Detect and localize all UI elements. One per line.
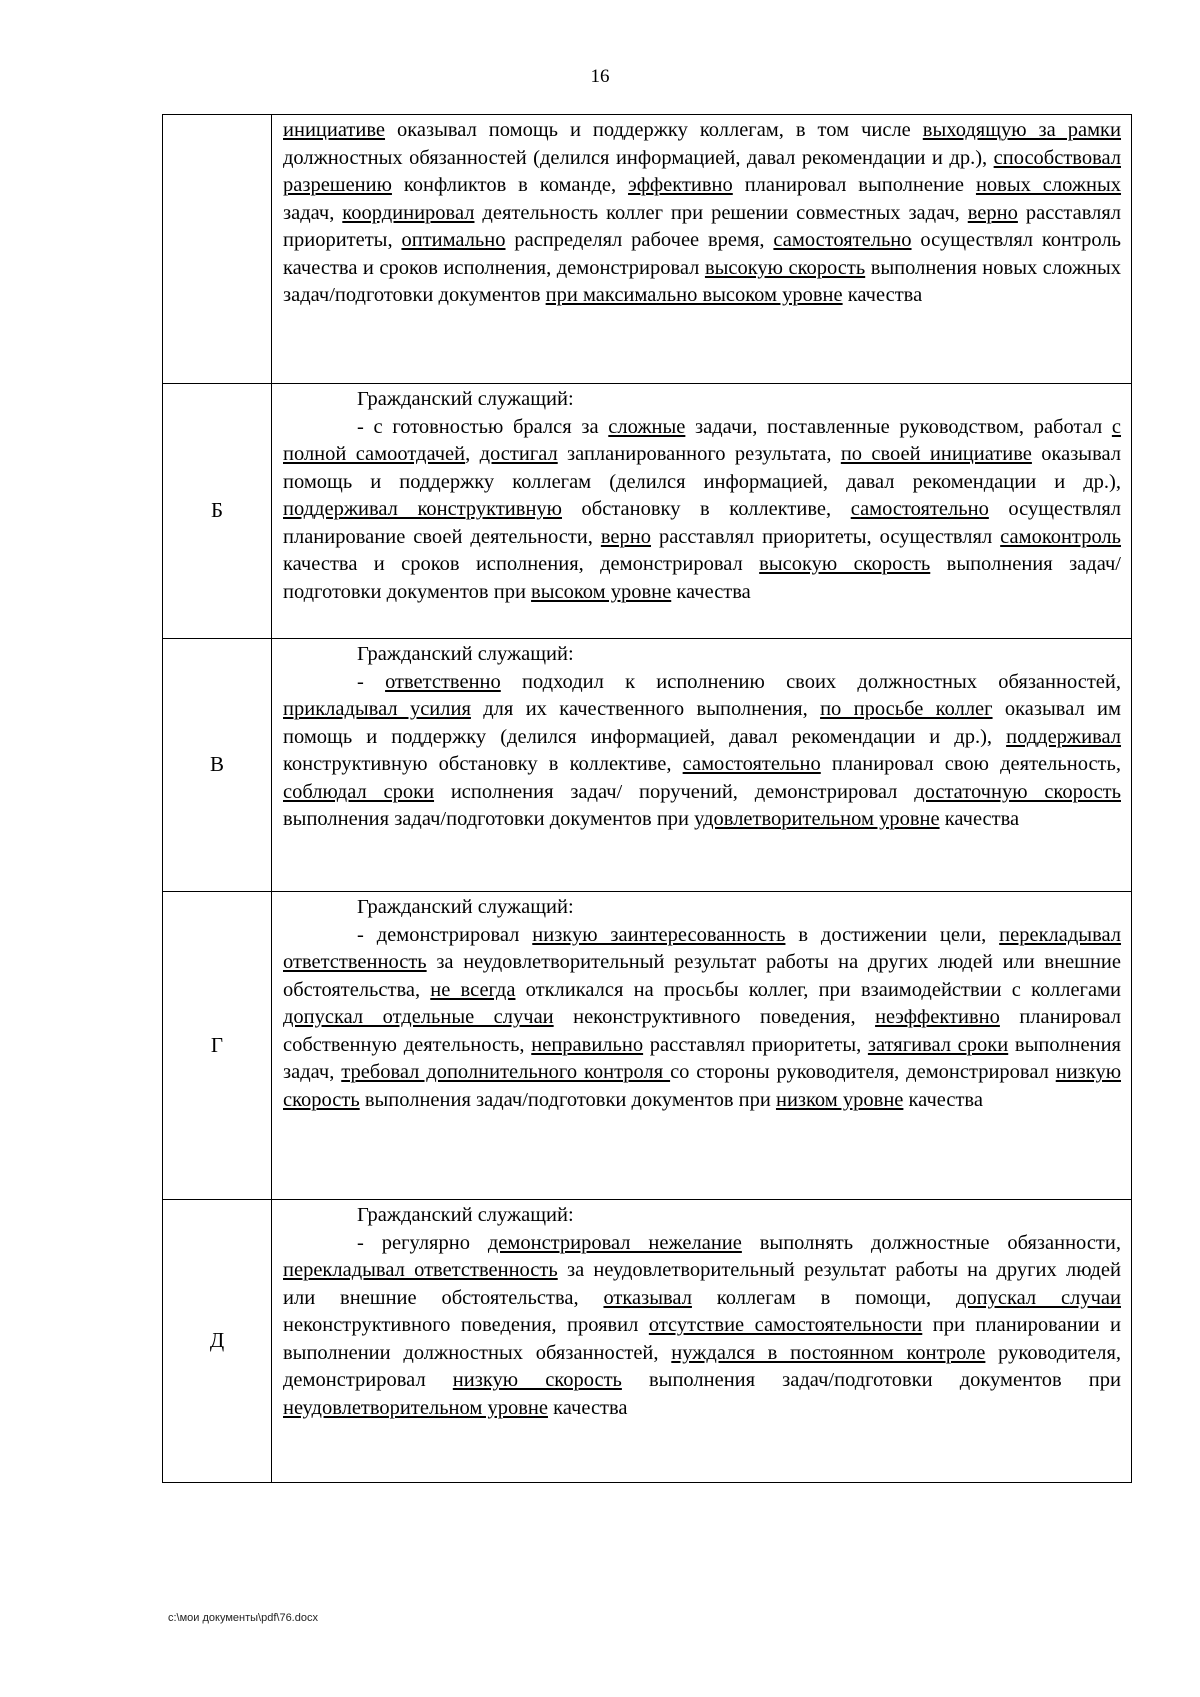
description-cell — [272, 1200, 1132, 1483]
underlined-phrase: самостоятельно — [682, 753, 821, 775]
underlined-phrase: высоком уровне — [531, 580, 672, 603]
underlined-phrase: низкую скорость — [452, 1369, 622, 1391]
grade-cell: Д — [163, 1200, 272, 1483]
text-run: при планировании и выполнении должностных обязанностей, — [283, 1314, 1122, 1364]
grade-cell: Б — [163, 384, 272, 639]
text-run: осуществлял контроль качества и сроков исполнения, демонстрировал — [283, 229, 1121, 279]
text-run: неконструктивного поведения, — [553, 1006, 876, 1028]
text-run: для их качественного выполнения, — [470, 698, 821, 720]
underlined-phrase: достигал — [479, 443, 558, 465]
table-row — [163, 892, 1132, 1200]
text-run: подходил к исполнению своих должностных обязанностей, — [500, 670, 1121, 693]
text-run: выполнять должностные обязанности, — [741, 1231, 1121, 1254]
underlined-phrase: самостоятельно — [850, 498, 989, 520]
text-run: выполнения новых сложных задач/подготовки документов — [283, 256, 1121, 306]
text-run: задач, — [283, 201, 343, 224]
underlined-phrase: отказывал — [603, 1286, 692, 1309]
description-cell — [272, 639, 1132, 892]
underlined-phrase: поддерживал конструктивную — [283, 498, 562, 520]
text-run: за неудовлетворительный результат работы на других людей или внешние обстоятельства, — [283, 951, 1121, 1001]
text-run: качества и сроков исполнения, демонстрировал — [283, 553, 760, 575]
text-run: должностных обязанностей (делился информацией, давал рекомендации и др.), — [283, 146, 994, 169]
text-run: коллегам в помощи, — [691, 1286, 956, 1309]
grade-cell — [163, 115, 272, 384]
underlined-phrase: поддерживал — [1006, 725, 1121, 748]
underlined-phrase: координировал — [342, 201, 475, 224]
text-run: - — [357, 670, 386, 693]
underlined-phrase: требовал дополнительного контроля — [341, 1061, 671, 1083]
text-run: распределял рабочее время, — [505, 229, 774, 251]
underlined-phrase: неправильно — [531, 1033, 644, 1056]
underlined-phrase: ответственно — [385, 670, 501, 693]
text-run: осуществлял планирование своей деятельности, — [283, 498, 1122, 548]
text-run: планировал выполнение — [732, 174, 976, 196]
grade-cell: В — [163, 639, 272, 892]
description-text — [283, 1230, 1121, 1423]
text-run: выполнения задач/подготовки документов при — [283, 808, 695, 830]
underlined-phrase: соблюдал сроки — [283, 780, 435, 803]
underlined-phrase: отсутствие самостоятельности — [648, 1314, 923, 1336]
text-run: расставлял приоритеты, — [643, 1033, 868, 1056]
text-run: качества — [547, 1396, 628, 1419]
underlined-phrase: достаточную скорость — [914, 780, 1121, 803]
underlined-phrase: затягивал сроки — [867, 1033, 1009, 1056]
footer-file-path: c:\мои документы\pdf\76.docx — [168, 1612, 318, 1624]
underlined-phrase: нуждался в постоянном контроле — [671, 1341, 986, 1364]
text-run: расставлял приоритеты, — [283, 201, 1121, 251]
table-row — [163, 115, 1132, 384]
text-run: качества — [671, 580, 751, 603]
underlined-phrase: сложные — [608, 415, 686, 438]
underlined-phrase: оптимально — [401, 229, 506, 251]
text-run: выполнения задач, — [283, 1033, 1121, 1083]
text-run: - регулярно — [357, 1231, 488, 1254]
text-run: выполнения задач/подготовки документов при — [621, 1369, 1121, 1391]
evaluation-table — [162, 114, 1132, 1483]
underlined-phrase: неэффективно — [875, 1006, 1000, 1028]
text-run: - демонстрировал — [357, 923, 533, 946]
underlined-phrase: неудовлетворительном уровне — [283, 1396, 548, 1419]
page-number: 16 — [590, 66, 610, 87]
table-row — [163, 639, 1132, 892]
text-run: оказывал им помощь и поддержку (делился информацией, давал рекомендации и др.), — [283, 698, 1121, 748]
underlined-phrase: по своей инициативе — [840, 443, 1032, 465]
table-row — [163, 1200, 1132, 1483]
underlined-phrase: высокую скорость — [759, 553, 931, 575]
text-run: - с готовностью брался за — [357, 415, 609, 438]
description-heading: Гражданский служащий: — [357, 896, 574, 918]
text-run: неконструктивного поведения, проявил — [283, 1314, 649, 1336]
text-run: в достижении цели, — [785, 923, 1000, 946]
description-cell — [272, 892, 1132, 1200]
underlined-phrase: инициативе — [283, 119, 386, 141]
text-run: планировал свою деятельность, — [820, 753, 1121, 775]
underlined-phrase: самоконтроль — [1000, 525, 1121, 548]
text-run: конфликтов в команде, — [391, 174, 629, 196]
description-cell — [272, 115, 1132, 384]
underlined-phrase: эффективно — [628, 174, 733, 196]
underlined-phrase: низкую скорость — [283, 1061, 1122, 1111]
text-run: , — [465, 443, 480, 465]
underlined-phrase: перекладывал ответственность — [283, 1259, 558, 1281]
underlined-phrase: демонстрировал нежелание — [487, 1231, 742, 1254]
underlined-phrase: низком уровне — [775, 1088, 904, 1111]
description-text — [283, 922, 1121, 1115]
text-run: качества — [903, 1088, 983, 1111]
text-run: конструктивную обстановку в коллективе, — [283, 753, 683, 775]
underlined-phrase: способствовал разрешению — [283, 146, 1121, 196]
text-run: выполнения задач/подготовки документов при — [359, 1088, 776, 1111]
text-run: задачи, поставленные руководством, работал — [685, 415, 1112, 438]
underlined-phrase: допускал отдельные случаи — [283, 1006, 554, 1028]
description-text — [283, 117, 1121, 310]
underlined-phrase: при максимально высоком уровне — [545, 284, 843, 306]
text-run: оказывал помощь и поддержку коллегам (делился информацией, давал рекомендации и др.), — [283, 443, 1121, 493]
underlined-phrase: удовлетворительном уровне — [694, 808, 940, 830]
underlined-phrase: низкую заинтересованность — [532, 923, 786, 946]
text-run: качества — [939, 808, 1020, 830]
text-run: со стороны руководителя, демонстрировал — [670, 1061, 1056, 1083]
text-run: планировал собственную деятельность, — [283, 1006, 1121, 1056]
description-heading: Гражданский служащий: — [357, 643, 574, 665]
underlined-phrase: перекладывал ответственность — [283, 923, 1122, 973]
underlined-phrase: выходящую за рамки — [922, 119, 1121, 141]
text-run: качества — [842, 284, 923, 306]
text-run: руководителя, демонстрировал — [283, 1341, 1122, 1391]
underlined-phrase: высокую скорость — [704, 256, 866, 279]
underlined-phrase: новых сложных — [975, 174, 1122, 196]
underlined-phrase: с полной самоотдачей — [283, 415, 1121, 465]
description-text — [283, 669, 1121, 834]
underlined-phrase: прикладывал усилия — [283, 698, 471, 720]
underlined-phrase: самостоятельно — [773, 229, 912, 251]
text-run: запланированного результата, — [557, 443, 841, 465]
description-text — [283, 414, 1121, 607]
description-cell — [272, 384, 1132, 639]
underlined-phrase: допускал случаи — [955, 1286, 1121, 1309]
table-row — [163, 384, 1132, 639]
text-run: обстановку в коллективе, — [561, 498, 851, 520]
description-heading: Гражданский служащий: — [357, 388, 574, 410]
grade-cell: Г — [163, 892, 272, 1200]
description-heading: Гражданский служащий: — [357, 1204, 574, 1226]
underlined-phrase: по просьбе коллег — [820, 698, 993, 720]
underlined-phrase: верно — [967, 201, 1018, 224]
text-run: за неудовлетворительный результат работы на других людей или внешние обстоятельства, — [283, 1259, 1121, 1309]
underlined-phrase: верно — [600, 525, 651, 548]
text-run: оказывал помощь и поддержку коллегам, в том числе — [385, 119, 923, 141]
text-run: деятельность коллег при решении совместных задач, — [474, 201, 968, 224]
text-run: выполнения задач/подготовки документов при — [283, 553, 1121, 603]
text-run: исполнения задач/ поручений, демонстрировал — [434, 780, 915, 803]
underlined-phrase: не всегда — [430, 978, 516, 1001]
text-run: расставлял приоритеты, осуществлял — [651, 525, 1001, 548]
text-run: откликался на просьбы коллег, при взаимодействии с коллегами — [515, 978, 1121, 1001]
